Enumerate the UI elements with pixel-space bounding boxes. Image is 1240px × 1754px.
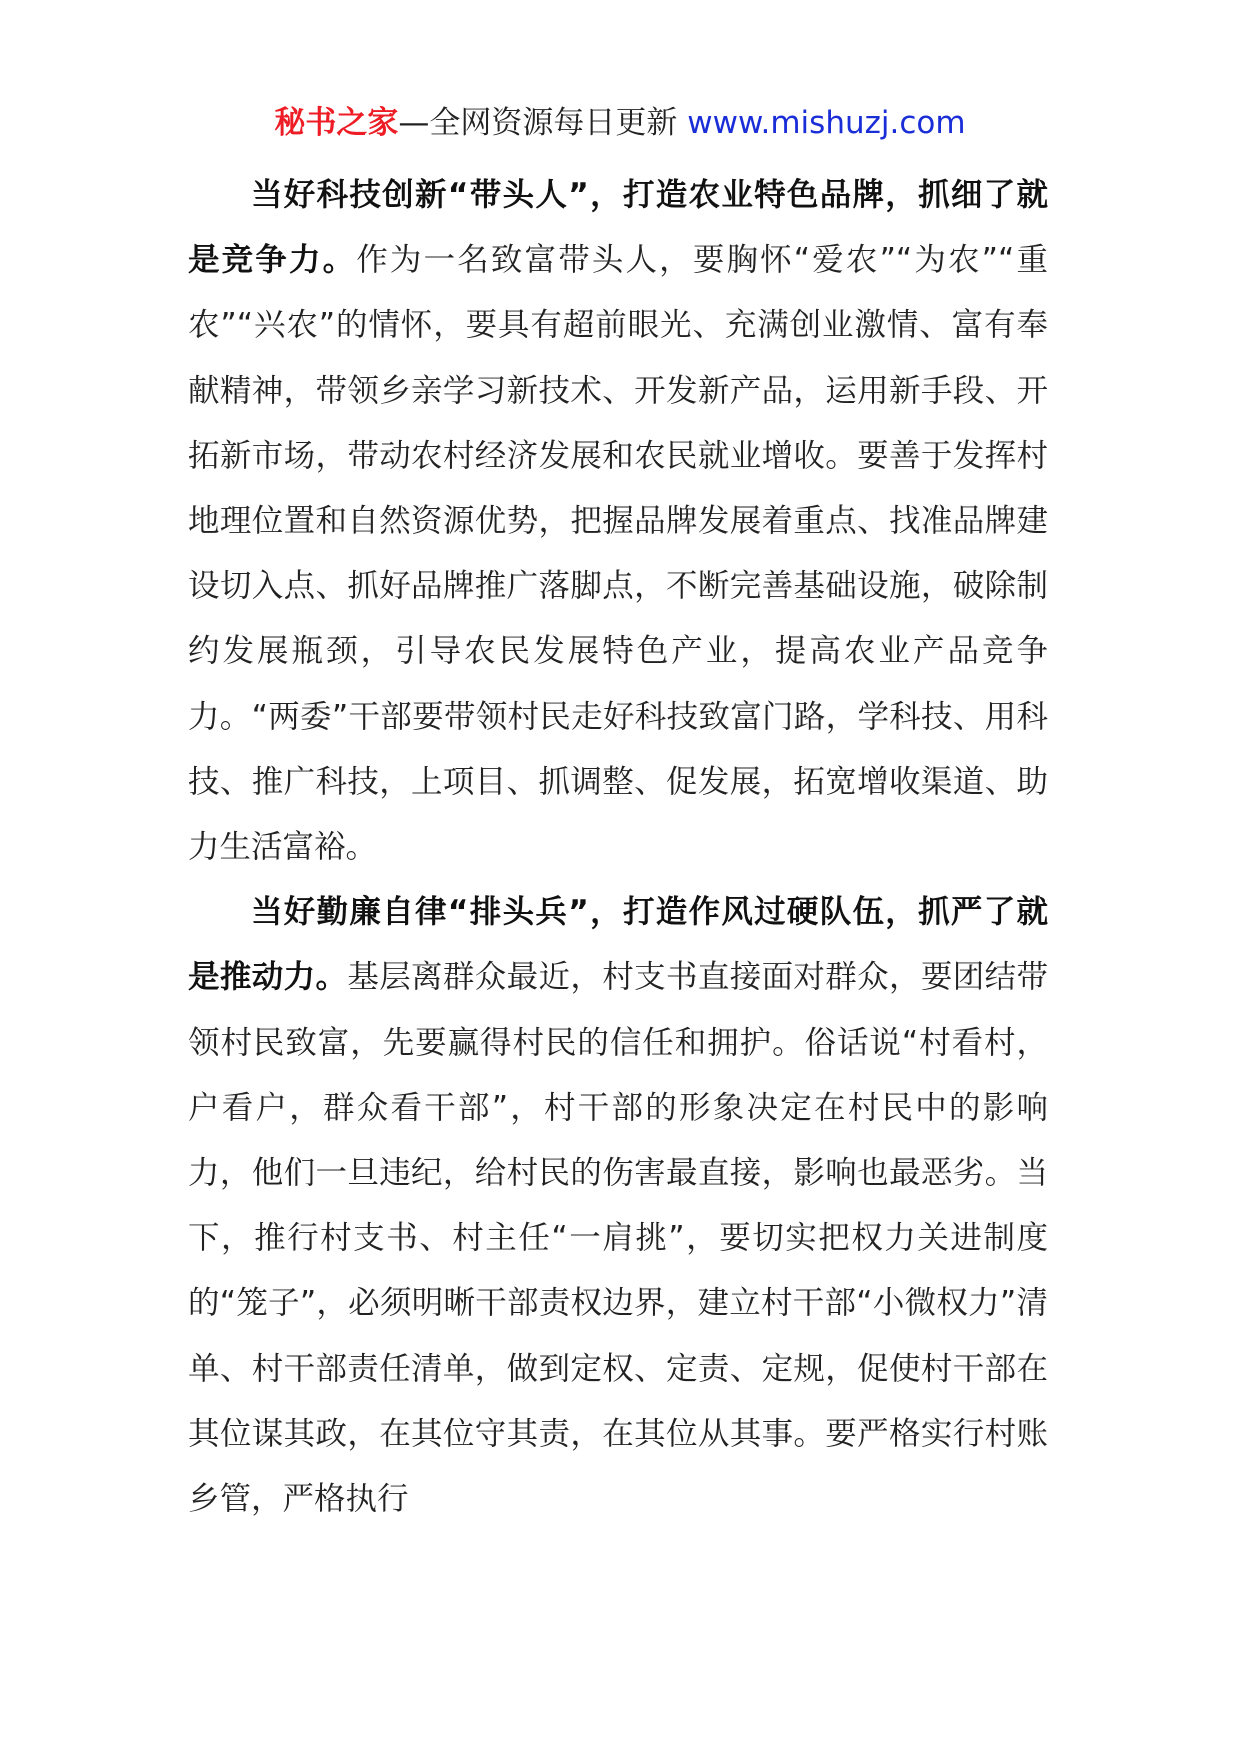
header-tagline: —全网资源每日更新 — [398, 105, 678, 141]
paragraph-2 — [188, 880, 1048, 1532]
paragraph-2-lead: 当好勤廉自律“排头兵”，打造作风过硬队伍，抓严了就是推动力。 — [188, 894, 1048, 996]
page-header — [0, 100, 1240, 146]
paragraph-2-body: 基层离群众最近，村支书直接面对群众，要团结带领村民致富，先要赢得村民的信任和拥护。俗话说“村看村，户看户，群众看干部”，村干部的形象决定在村民中的影响力，他们一旦违纪，给村民的伤害最直接，影响也最恶劣。当下，推行村支书、村主任“一肩挑”，要切实把权力关进制度的“笼子”，必须明晰干部责权边界，建立村干部“小微权力”清单、村干部责任清单，做到定权、定责、定规，促使村干部在其位谋其政，在其位守其责，在其位从其事。要严格实行村账乡管，严格执行 — [188, 959, 1048, 1518]
paragraph-1 — [188, 163, 1048, 880]
article-body — [188, 163, 1048, 1532]
paragraph-1-lead: 当好科技创新“带头人”，打造农业特色品牌，抓细了就是竞争力。 — [188, 177, 1048, 279]
brand-name: 秘书之家 — [274, 105, 399, 141]
site-url-link[interactable]: www.mishuzj.com — [687, 105, 966, 141]
paragraph-1-body: 作为一名致富带头人，要胸怀“爱农”“为农”“重农”“兴农”的情怀，要具有超前眼光、充满创业激情、富有奉献精神，带领乡亲学习新技术、开发新产品，运用新手段、开拓新市场，带动农村经济发展和农民就业增收。要善于发挥村地理位置和自然资源优势，把握品牌发展着重点、找准品牌建设切入点、抓好品牌推广落脚点，不断完善基础设施，破除制约发展瓶颈，引导农民发展特色产业，提高农业产品竞争力。“两委”干部要带领村民走好科技致富门路，学科技、用科技、推广科技，上项目、抓调整、促发展，拓宽增收渠道、助力生活富裕。 — [188, 242, 1048, 866]
